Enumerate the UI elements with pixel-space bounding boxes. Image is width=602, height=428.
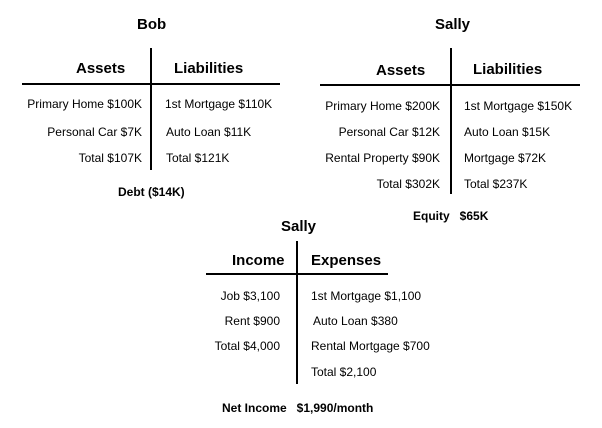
sally-t-account-vertical — [450, 48, 452, 194]
income-t-account-vertical — [296, 241, 298, 384]
sally-result-net-income: Net Income $1,990/month — [222, 401, 374, 415]
sally-asset-total: Total $302K — [376, 177, 440, 191]
sally-liability-1st-mortgage: 1st Mortgage $150K — [464, 99, 573, 113]
sally-liability-auto-loan: Auto Loan $15K — [464, 125, 551, 139]
sally-liability-total: Total $237K — [464, 177, 528, 191]
bob-asset-total: Total $107K — [78, 151, 142, 165]
bob-assets-header: Assets — [76, 60, 126, 77]
sally-income-header: Income — [232, 252, 285, 269]
sally-asset-rental-property: Rental Property $90K — [325, 151, 440, 165]
sally-assets-header: Assets — [376, 62, 426, 79]
bob-result-debt: Debt ($14K) — [118, 185, 185, 199]
sally-liabilities-header: Liabilities — [473, 61, 543, 78]
sally-asset-primary-home: Primary Home $200K — [325, 99, 440, 113]
bob-liability-1st-mortgage: 1st Mortgage $110K — [165, 97, 273, 111]
bob-liabilities-header: Liabilities — [174, 60, 244, 77]
sally-expense-rental-mortgage: Rental Mortgage $700 — [311, 339, 430, 353]
sally-expense-auto-loan: Auto Loan $380 — [313, 314, 398, 328]
sally-income-rent: Rent $900 — [224, 314, 280, 328]
sally-result-equity: Equity $65K — [413, 209, 489, 223]
sally-expense-total: Total $2,100 — [311, 365, 377, 379]
bob-liability-auto-loan: Auto Loan $11K — [166, 125, 252, 139]
sally-expense-1st-mortgage: 1st Mortgage $1,100 — [311, 289, 422, 303]
sally-asset-personal-car: Personal Car $12K — [338, 125, 440, 139]
bob-t-account-vertical — [150, 48, 152, 170]
sally-income-title: Sally — [281, 218, 317, 235]
sally-income-job: Job $3,100 — [220, 289, 280, 303]
bob-title: Bob — [137, 16, 167, 33]
bob-liability-total: Total $121K — [166, 151, 230, 165]
bob-asset-primary-home: Primary Home $100K — [27, 97, 142, 111]
sally-balance-title: Sally — [435, 16, 471, 33]
sally-liability-mortgage: Mortgage $72K — [464, 151, 547, 165]
sally-expenses-header: Expenses — [311, 252, 382, 269]
sally-income-total: Total $4,000 — [214, 339, 280, 353]
bob-asset-personal-car: Personal Car $7K — [47, 125, 142, 139]
